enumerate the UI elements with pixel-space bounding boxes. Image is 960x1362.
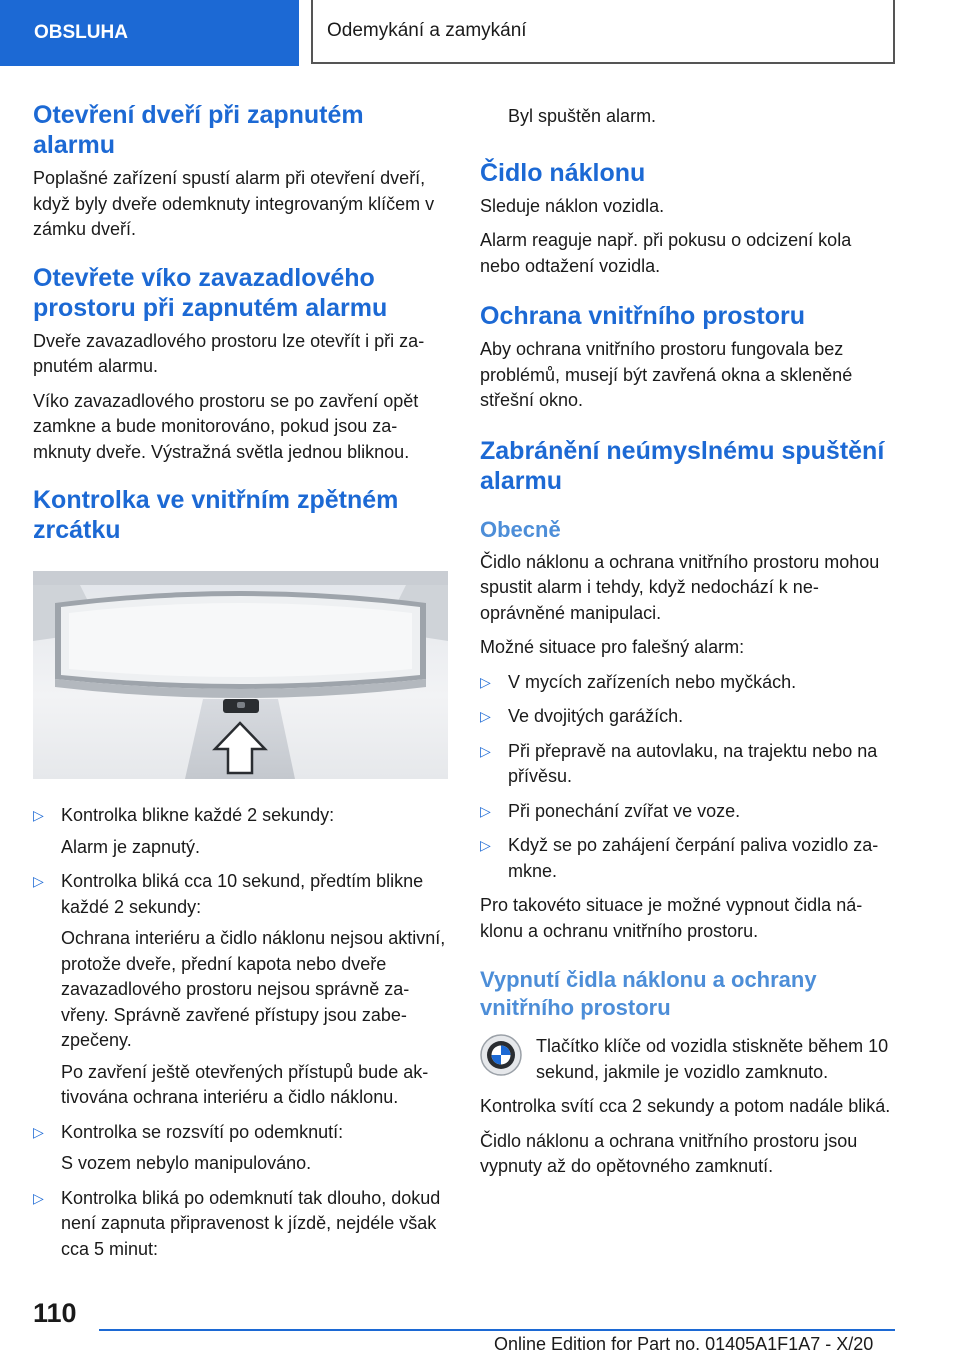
continued-text: Byl spuštěn alarm.: [508, 106, 657, 126]
chapter-title: Odemykání a zamykání: [311, 0, 895, 64]
list-item-detail: S vozem nebylo manipulováno.: [61, 1153, 312, 1173]
key-instruction: [480, 1034, 896, 1085]
list-item-detail: Ochrana interiéru a čidlo náklonu nejsou aktivní, protože dveře, přední kapota nebo dveře zavazadlového prostoru nejsou správně zavřeny. Správně zavřené přístupy jsou zabezpečeny.: [61, 928, 446, 1050]
paragraph: Čidlo náklonu a ochrana vnitřního prostoru jsou vypnuty až do opětovného zamknutí.: [480, 1130, 858, 1176]
paragraph: Možné situace pro falešný alarm:: [480, 637, 745, 657]
heading-open-doors: Otevření dveří při zapnutém alarmu: [33, 101, 364, 159]
bmw-key-button-icon: [480, 1034, 522, 1076]
heading-prevent-false-alarm: Zabránění neúmyslnému spuštění alarmu: [480, 436, 885, 495]
list-item: ▷ Kontrolka bliká po odemknutí tak dlouho, dokud není zapnuta připravenost k jízdě, nejdéle však cca 5 minut:: [33, 1187, 441, 1259]
section-tab: OBSLUHA: [0, 0, 299, 66]
list-item: ▷ Při ponechání zvířat ve voze.: [480, 799, 896, 825]
list-item: ▷ Ve dvojitých garážích.: [480, 704, 896, 730]
paragraph: Pro takovéto situace je možné vypnout čidla náklonu a ochranu vnitřního prostoru.: [480, 895, 863, 941]
footer-divider: [99, 1329, 895, 1331]
list-item: ▷ Při přepravě na autovlaku, na trajektu nebo na přívěsu.: [480, 740, 878, 786]
right-column: [480, 104, 896, 1189]
triangle-right-icon: ▷: [33, 807, 44, 823]
list-item-detail: Alarm je zapnutý.: [61, 836, 201, 857]
paragraph: Aby ochrana vnitřního prostoru fungovala bez problémů, musejí být zavřená okna a skleněné střešní okno.: [480, 339, 853, 410]
paragraph: Alarm reaguje např. při pokusu o odcizení kola nebo odtažení vozidla.: [480, 230, 852, 276]
left-column: [33, 100, 448, 1271]
list-item: ▷ Kontrolka bliká cca 10 sekund, předtím blikne každé 2 sekundy: Ochrana interiéru a čidlo náklonu nejsou aktivní, protože dveře, přední kapota nebo dveře zavazadlového prostoru nejsou správně zavřeny. Správně zavřené přístupy jsou zabezpečeny. Po zavření ještě otevřených přístupů bude aktivována ochrana interiéru a čidlo náklonu.: [33, 869, 448, 1111]
paragraph: Tlačítko klíče od vozidla stiskněte během 10 sekund, jakmile je vozidlo zamknuto.: [536, 1036, 889, 1082]
paragraph: Poplašné zařízení spustí alarm při otevření dveří, když byly dveře odemknuty integrovaným klíčem v zámku dveří.: [33, 168, 435, 239]
mirror-figure: [33, 571, 448, 779]
list-item: ▷ Kontrolka blikne každé 2 sekundy: Alarm je zapnutý.: [33, 803, 448, 860]
triangle-right-icon: ▷: [480, 673, 491, 690]
heading-trunk-lid: Otevřete víko zavazadlového prostoru při zapnutém alarmu: [33, 263, 388, 322]
rearview-mirror-illustration: [33, 571, 448, 779]
list-item: ▷ V mycích zařízeních nebo myčkách.: [480, 670, 896, 696]
triangle-right-icon: ▷: [33, 1123, 44, 1140]
paragraph: Dveře zavazadlového prostoru lze otevřít i při zapnutém alarmu.: [33, 330, 425, 376]
paragraph: Víko zavazadlového prostoru se po zavření opět zamkne a bude monitorováno, pokud jsou zamknuty dveře. Výstražná světla jednou bliknou.: [33, 390, 419, 462]
subheading-general: Obecně: [480, 516, 561, 542]
list-item-detail: Po zavření ještě otevřených přístupů bude aktivována ochrana interiéru a čidlo náklonu.: [61, 1061, 429, 1107]
triangle-right-icon: ▷: [480, 837, 491, 853]
edition-label: Online Edition for Part no. 01405A1F1A7 - X/20: [494, 1334, 874, 1354]
heading-tilt-sensor: Čidlo náklonu: [480, 158, 646, 187]
triangle-right-icon: ▷: [480, 708, 491, 724]
false-alarm-list: [480, 670, 896, 885]
list-item: ▷ Kontrolka se rozsvítí po odemknutí: S vozem nebylo manipulováno.: [33, 1120, 448, 1177]
triangle-right-icon: ▷: [33, 1189, 44, 1206]
page-header: [0, 0, 960, 66]
heading-interior-protection: Ochrana vnitřního prostoru: [480, 302, 806, 330]
triangle-right-icon: ▷: [480, 742, 491, 759]
indicator-list: [33, 803, 448, 1262]
page-number: 110: [33, 1298, 77, 1328]
paragraph: Sleduje náklon vozidla.: [480, 195, 665, 216]
list-item: ▷ Když se po zahájení čerpání paliva vozidlo zamkne.: [480, 835, 879, 881]
triangle-right-icon: ▷: [33, 873, 44, 889]
heading-disable-sensors: Vypnutí čidla náklonu a ochrany vnitřního prostoru: [480, 967, 817, 1020]
paragraph: Kontrolka svítí cca 2 sekundy a potom nadále bliká.: [480, 1096, 891, 1116]
paragraph: Čidlo náklonu a ochrana vnitřního prostoru mohou spustit alarm i tehdy, když nedochází k neoprávněné manipulaci.: [480, 551, 880, 623]
heading-mirror-indicator: Kontrolka ve vnitřním zpětném zrcátku: [33, 486, 399, 544]
triangle-right-icon: ▷: [480, 802, 491, 819]
